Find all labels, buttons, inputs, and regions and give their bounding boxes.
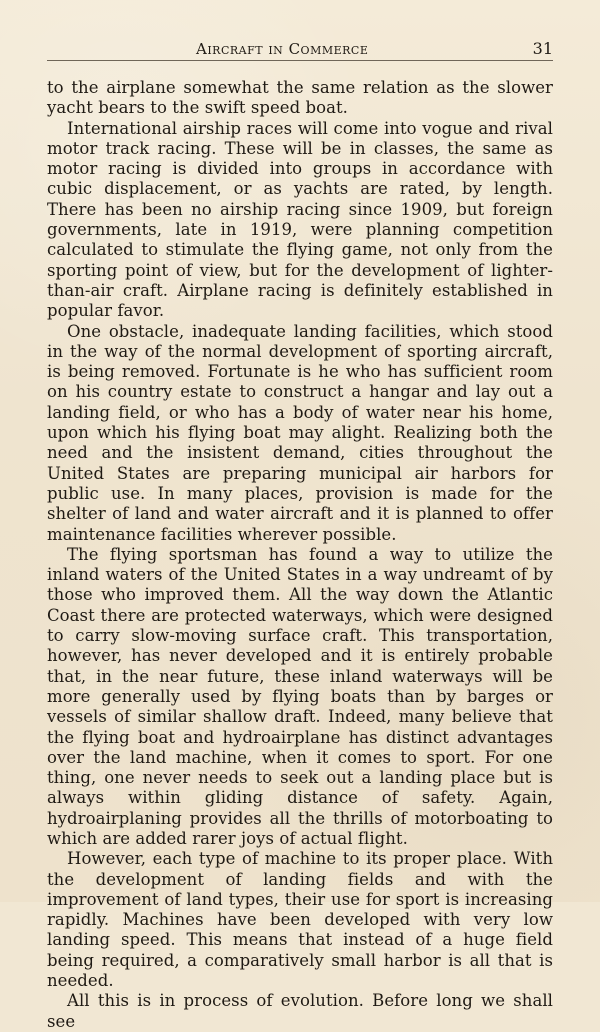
paragraph-airship-races: International airship races will come into vogue and rival motor track racing. These will be in classes, the same as motor racing is divided into groups in accordance with cubic displacement, or as yachts are rated, by length. There has been no airship racing since 1909, but foreign governments, late in 1919, were planning competition calculated to stimulate the flying game, not only from the sporting point of view, but for the development of lighter-than-air craft. Airplane racing is definitely established in popular favor. <box>47 118 553 321</box>
page-header <box>47 38 553 61</box>
paragraph-inland-waters: The flying sportsman has found a way to utilize the inland waters of the United States in a way undreamt of by those who improved them. All the way down the Atlantic Coast there are protected waterways, which were designed to carry slow-moving surface craft. This transportation, however, has never developed and it is entirely probable that, in the near future, these inland waterways will be more generally used by flying boats than by barges or vessels of similar shallow draft. Indeed, many believe that the flying boat and hydroairplane has distinct advantages over the land machine, when it comes to sport. For one thing, one never needs to seek out a landing place but is always within gliding distance of safety. Again, hydroairplaning provides all the thrills of motorboating to which are added rarer joys of actual flight. <box>47 544 553 848</box>
page-number: 31 <box>532 39 553 58</box>
running-title: Aircraft in Commerce <box>196 40 369 58</box>
paragraph-machine-types: However, each type of machine to its proper place. With the development of landing fields and with the improvement of land types, their use for sport is increasing rapidly. Machines have been developed with very low landing speed. This means that instead of a huge field being required, a comparatively small harbor is all that is needed. <box>47 849 553 991</box>
paragraph-continuation: to the airplane somewhat the same relation as the slower yacht bears to the swift speed boat. <box>47 78 553 118</box>
body-text <box>47 78 553 1031</box>
paragraph-evolution: All this is in process of evolution. Before long we shall see <box>47 991 553 1031</box>
paragraph-landing-facilities: One obstacle, inadequate landing facilities, which stood in the way of the normal development of sporting aircraft, is being removed. Fortunate is he who has sufficient room on his country estate to construct a hangar and lay out a landing field, or who has a body of water near his home, upon which his flying boat may alight. Realizing both the need and the insistent demand, cities throughout the United States are preparing municipal air harbors for public use. In many places, provision is made for the shelter of land and water aircraft and it is planned to offer maintenance facilities wherever possible. <box>47 321 553 544</box>
